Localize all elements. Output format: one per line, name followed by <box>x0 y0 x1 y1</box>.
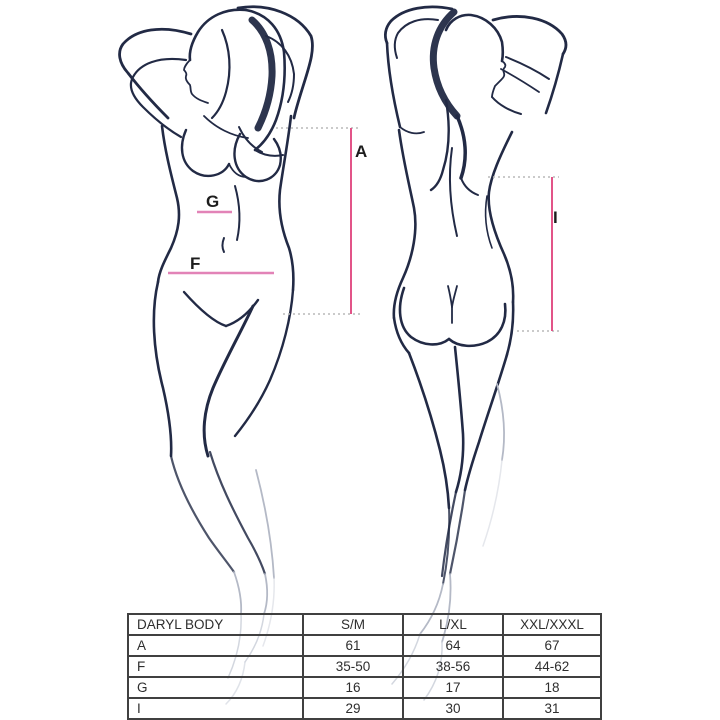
back-left-arm-down <box>387 43 400 127</box>
size-row-f <box>128 656 601 677</box>
cell-g-xxl: 18 <box>503 677 601 698</box>
front-face-profile <box>184 60 208 103</box>
measure-label-a: A <box>355 142 368 161</box>
back-buttock-left <box>400 288 449 344</box>
back-right-arm-down <box>546 54 563 113</box>
size-table <box>127 613 602 720</box>
front-hair-strand <box>212 30 229 118</box>
measure-horizontal-lines <box>168 212 274 273</box>
size-col-xxlxxxl: XXL/XXXL <box>503 614 601 635</box>
size-row-a <box>128 635 601 656</box>
measure-label-g: G <box>206 192 220 211</box>
cell-a-xxl: 67 <box>503 635 601 656</box>
front-left-breast <box>182 130 229 176</box>
back-side-right <box>489 132 514 302</box>
back-jaw-shoulder <box>492 97 521 114</box>
cell-a-lxl: 64 <box>403 635 503 656</box>
front-torso-right <box>279 116 293 290</box>
front-thigh-cross <box>204 306 253 456</box>
front-calf-back <box>171 456 234 572</box>
front-right-breast <box>234 134 280 181</box>
front-ab-line <box>235 186 239 240</box>
back-head-outline <box>446 15 503 61</box>
front-pubic-left <box>184 292 226 326</box>
back-crease-right <box>452 286 457 307</box>
back-spine-line <box>450 148 457 236</box>
back-face-profile <box>492 61 505 97</box>
cell-i-sm: 29 <box>303 698 403 719</box>
back-forearm-lower <box>501 69 539 92</box>
back-calf-right <box>450 490 465 574</box>
cell-f-sm: 35-50 <box>303 656 403 677</box>
front-left-arm-inner <box>131 59 186 137</box>
back-thigh-left <box>409 353 449 508</box>
front-head-outline <box>190 10 246 60</box>
back-hair-strand-2 <box>431 100 449 190</box>
cell-g-sm: 16 <box>303 677 403 698</box>
front-thigh-outer-left <box>154 282 171 456</box>
size-table-header-row <box>128 614 601 635</box>
back-buttock-right <box>449 304 505 346</box>
row-label-f: F <box>128 656 303 677</box>
cell-i-lxl: 30 <box>403 698 503 719</box>
figure-front <box>120 7 313 574</box>
cell-f-lxl: 38-56 <box>403 656 503 677</box>
front-torso-left <box>158 126 179 282</box>
size-table-title-cell: DARYL BODY <box>128 614 303 635</box>
back-thigh-right <box>465 302 513 490</box>
size-row-g <box>128 677 601 698</box>
row-label-a: A <box>128 635 303 656</box>
row-label-g: G <box>128 677 303 698</box>
row-label-i: I <box>128 698 303 719</box>
back-left-shoulder <box>400 127 424 133</box>
cell-g-lxl: 17 <box>403 677 503 698</box>
back-hair-tip <box>461 178 478 195</box>
measure-dotted-lines <box>276 128 559 331</box>
cell-a-sm: 61 <box>303 635 403 656</box>
figure-front-faded <box>234 470 274 614</box>
size-col-sm: S/M <box>303 614 403 635</box>
size-row-i <box>128 698 601 719</box>
figure-back <box>385 7 566 584</box>
cell-f-xxl: 44-62 <box>503 656 601 677</box>
measure-label-i: I <box>553 208 558 227</box>
back-hair-strand-1 <box>457 116 465 178</box>
front-navel <box>223 238 225 252</box>
cell-i-xxl: 31 <box>503 698 601 719</box>
back-crease-left <box>448 286 452 307</box>
front-chest-line <box>204 116 248 138</box>
front-thigh-outer-right <box>235 290 293 436</box>
front-left-arm-outer <box>120 29 191 118</box>
back-leg-center <box>455 347 463 492</box>
front-pubic-right <box>226 300 258 326</box>
measure-label-f: F <box>190 254 201 273</box>
size-col-lxl: L/XL <box>403 614 503 635</box>
